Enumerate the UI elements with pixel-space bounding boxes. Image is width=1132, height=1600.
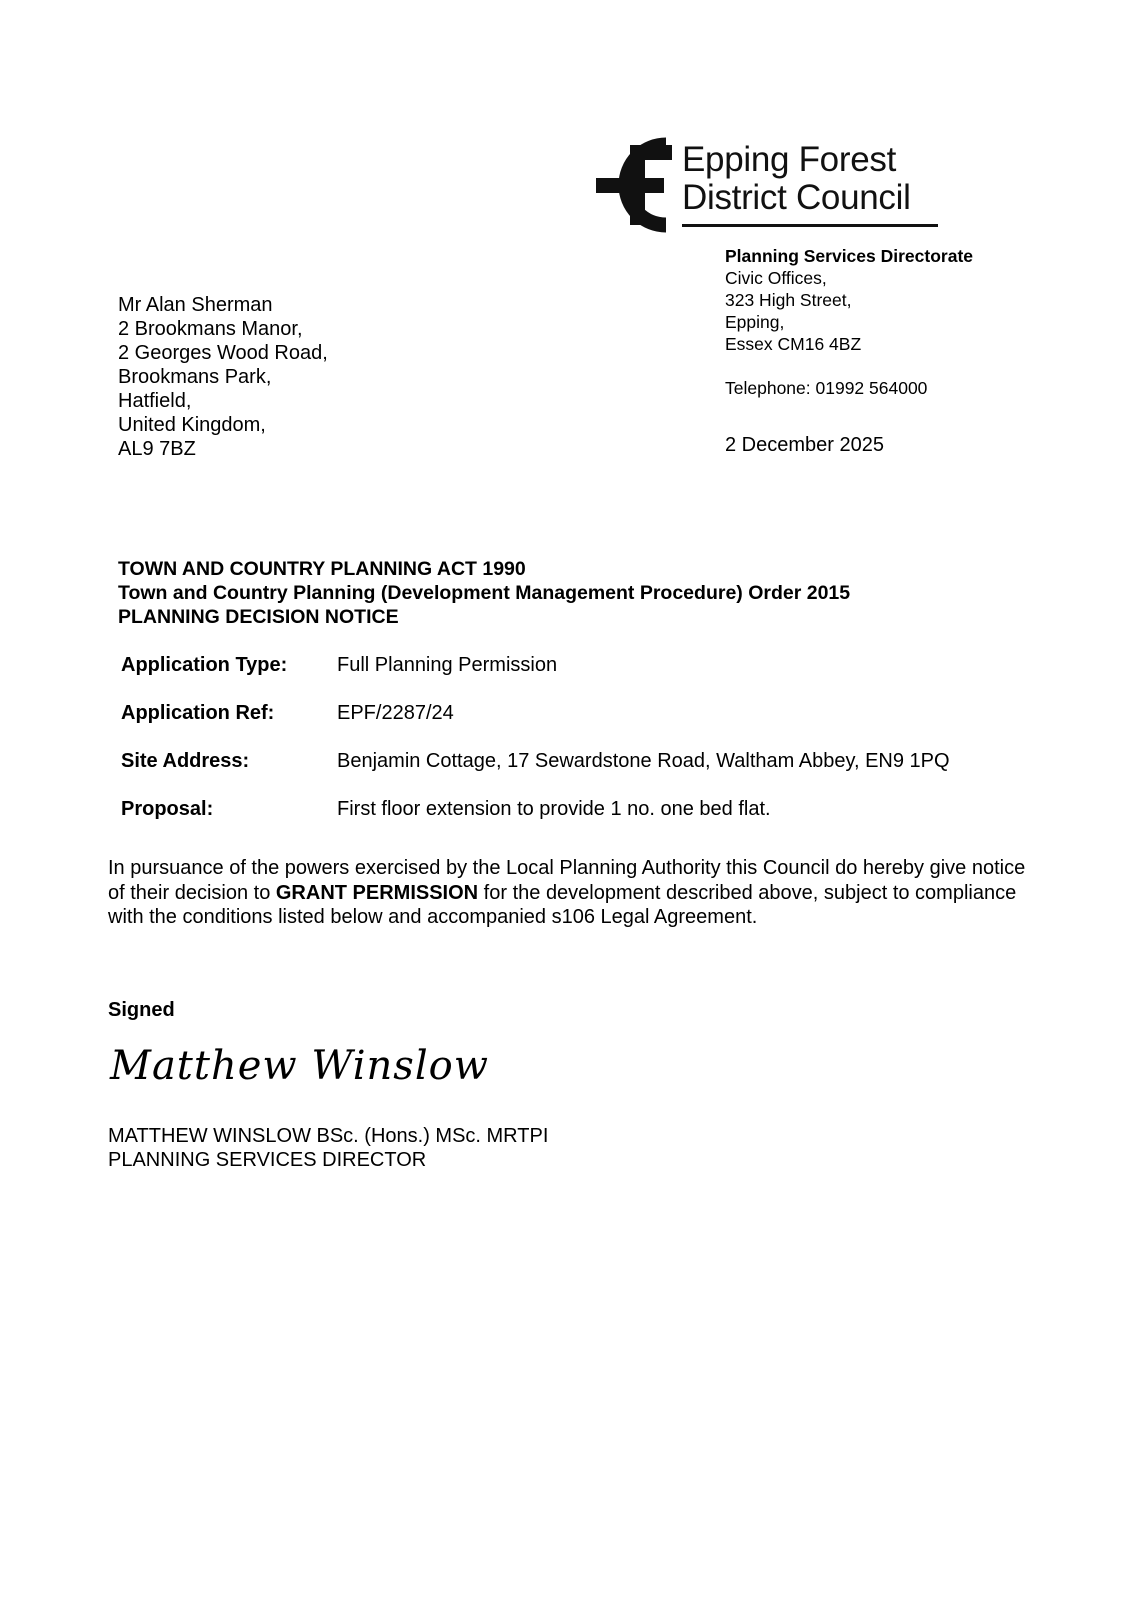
site-address-value: Benjamin Cottage, 17 Sewardstone Road, Waltham Abbey, EN9 1PQ (337, 750, 950, 772)
logo-underline (682, 224, 938, 227)
handwritten-signature: Matthew Winslow (110, 1043, 489, 1089)
application-ref-value: EPF/2287/24 (337, 702, 454, 724)
directorate-name: Planning Services Directorate (725, 246, 974, 266)
recipient-line: 2 Georges Wood Road, (118, 342, 328, 364)
application-type-label: Application Type: (121, 654, 288, 676)
notice-title: PLANNING DECISION NOTICE (118, 606, 399, 628)
proposal-value: First floor extension to provide 1 no. one bed flat. (337, 798, 771, 820)
decision-paragraph (108, 856, 1028, 930)
act-title: TOWN AND COUNTRY PLANNING ACT 1990 (118, 558, 526, 580)
order-title: Town and Country Planning (Development Management Procedure) Order 2015 (118, 582, 851, 604)
address-line: Essex CM16 4BZ (725, 334, 862, 354)
application-type-value: Full Planning Permission (337, 654, 558, 676)
decision-text-after: for the development described above, subject to compliance with the conditions listed below and accompanied s106 Legal Agreement. (108, 881, 1017, 928)
council-logo (596, 137, 946, 237)
letter-date: 2 December 2025 (725, 434, 884, 456)
signatory-role: PLANNING SERVICES DIRECTOR (108, 1149, 427, 1171)
signed-label: Signed (108, 999, 175, 1021)
logo-text-line1: Epping Forest (682, 140, 896, 179)
recipient-line: Hatfield, (118, 390, 192, 412)
telephone: Telephone: 01992 564000 (725, 378, 928, 398)
recipient-line: Mr Alan Sherman (118, 294, 273, 316)
address-line: 323 High Street, (725, 290, 852, 310)
decision-outcome: GRANT PERMISSION (275, 881, 479, 904)
recipient-address (118, 293, 328, 461)
recipient-line: United Kingdom, (118, 414, 266, 436)
council-address (725, 245, 973, 399)
notice-heading (118, 557, 850, 629)
recipient-line: AL9 7BZ (118, 438, 196, 460)
signatory-block (108, 1124, 548, 1172)
recipient-line: Brookmans Park, (118, 366, 272, 388)
application-ref-label: Application Ref: (121, 702, 275, 724)
council-emblem-icon (596, 137, 680, 233)
site-address-label: Site Address: (121, 750, 250, 772)
recipient-line: 2 Brookmans Manor, (118, 318, 303, 340)
decision-text-before: In pursuance of the powers exercised by the Local Planning Authority this Council do hereby give notice of their decision to (108, 857, 1026, 904)
proposal-label: Proposal: (121, 798, 214, 820)
address-line: Epping, (725, 312, 785, 332)
logo-text-line2: District Council (682, 178, 911, 217)
signatory-name: MATTHEW WINSLOW BSc. (Hons.) MSc. MRTPI (108, 1125, 549, 1147)
address-line: Civic Offices, (725, 268, 827, 288)
